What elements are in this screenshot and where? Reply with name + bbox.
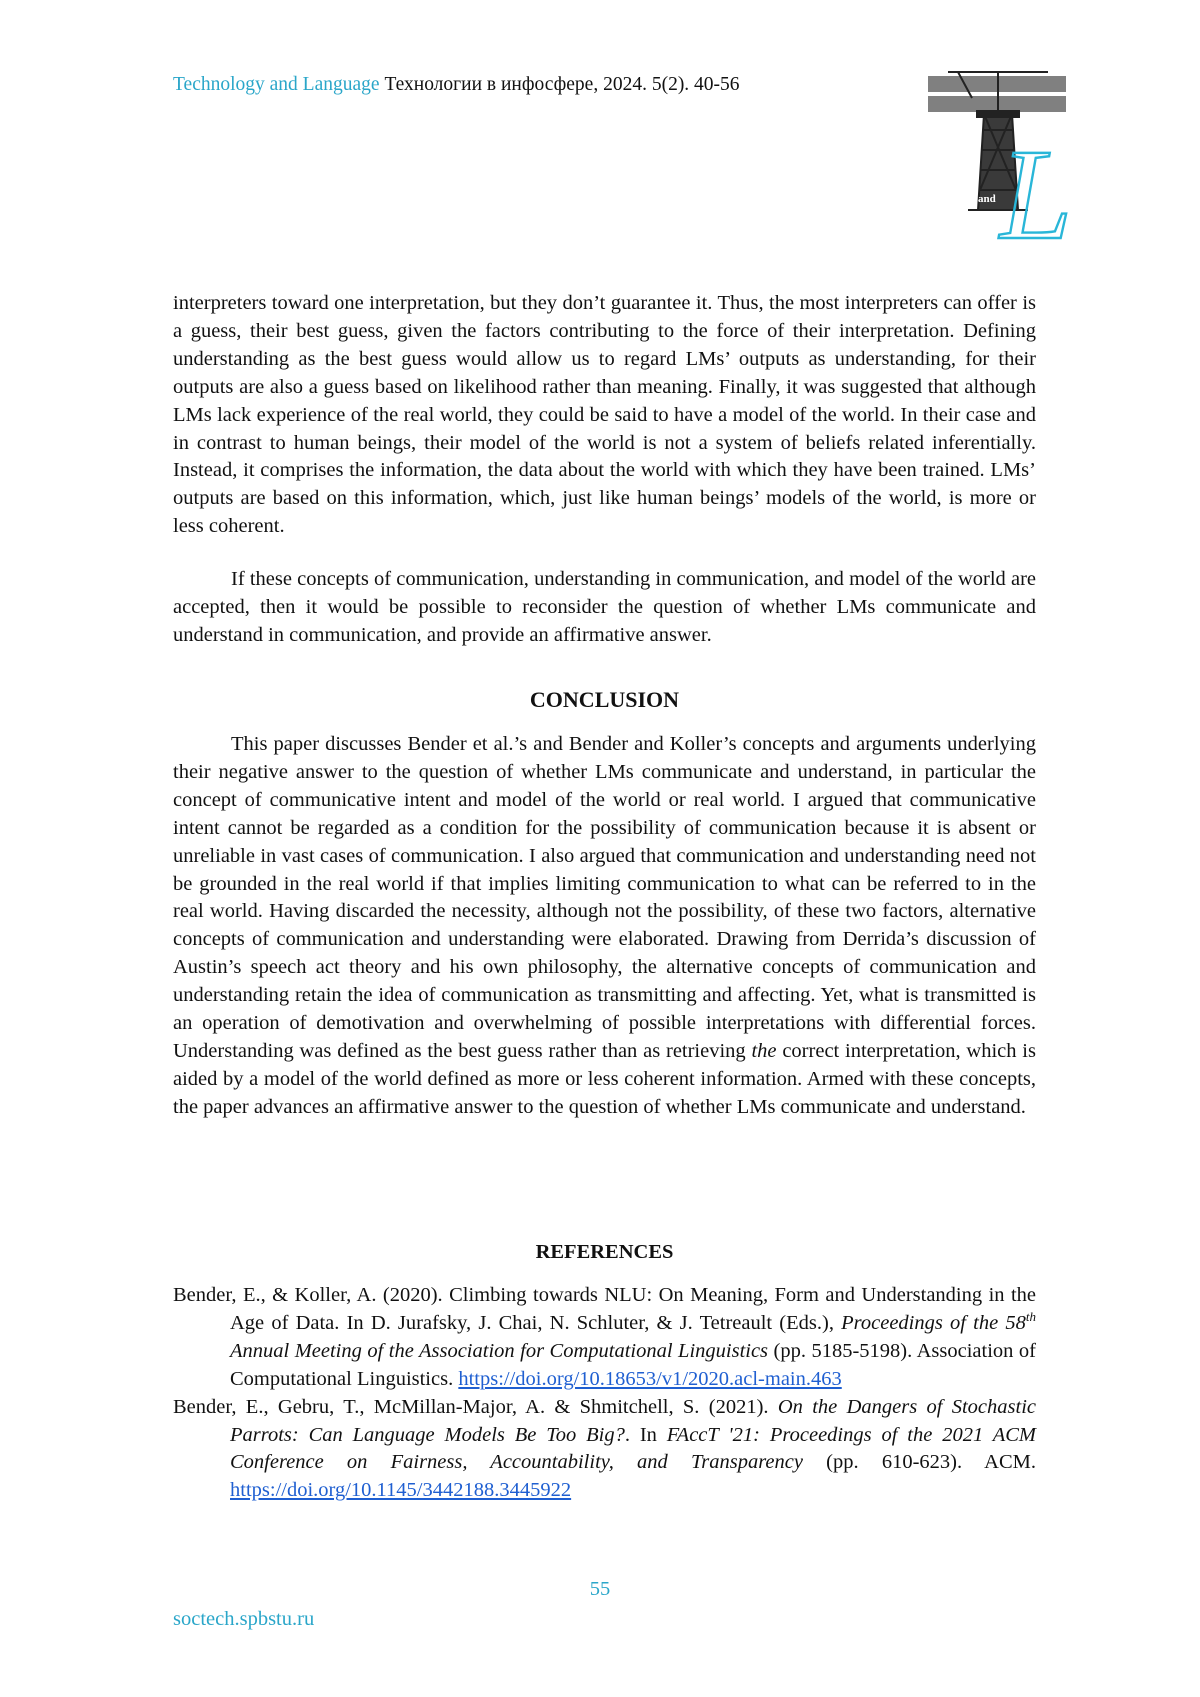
reference-text: Bender, E., Gebru, T., McMillan-Major, A. & Shmitchell, S. (2021).	[173, 1395, 778, 1418]
paragraph-text: If these concepts of communication, understanding in communication, and model of the world are accepted, then it would be possible to reconsider the question of whether LMs communicate and understand in communication, and provide an affirmative answer.	[173, 568, 1036, 646]
doi-link[interactable]: https://doi.org/10.18653/v1/2020.acl-main.463	[458, 1367, 842, 1390]
running-header	[173, 74, 740, 96]
paragraph-continuation	[173, 290, 1036, 541]
journal-citation-ru: Технологии в инфосфере, 2024. 5(2). 40-56	[384, 74, 740, 95]
journal-title-en: Technology and Language	[173, 74, 380, 95]
site-url[interactable]: soctech.spbstu.ru	[173, 1608, 315, 1630]
reference-title: Proceedings of the 58	[841, 1311, 1026, 1334]
conclusion-text-a: This paper discusses Bender et al.’s and Bender and Koller’s concepts and arguments underlying their negative answer to the question of whether LMs communicate and understand, in particular the concept of communicative intent and model of the world or real world. I argued that communicative intent cannot be regarded as a condition for the possibility of communication because it is absent or unreliable in vast cases of communication. I also argued that communication and understanding need not be grounded in the real world if that implies limiting communication to what can be referred to in the real world. Having discarded the necessity, although not the possibility, of these two factors, alternative concepts of communication and understanding were elaborated. Drawing from Derrida’s discussion of Austin’s speech act theory and his own philosophy, the alternative concepts of communication and understanding retain the idea of communication as transmitting and affecting. Yet, what is transmitted is an operation of demotivation and overwhelming of possible interpretations with differential forces. Understanding was defined as the best guess rather than as retrieving	[173, 733, 1036, 1062]
reference-text: (pp. 5185-5198). Association of Computational Linguistics.	[230, 1339, 1036, 1390]
conclusion-text-b: correct interpretation, which is aided by a model of the world defined as more or less coherent information. Armed with these concepts, the paper advances an affirmative answer to the question of whether LMs communicate and understand.	[173, 1039, 1036, 1118]
reference-item	[173, 1394, 1036, 1506]
conclusion-heading: CONCLUSION	[529, 687, 680, 712]
reference-superscript: th	[1025, 1309, 1036, 1325]
paragraph-text	[173, 731, 1036, 1122]
reference-title: On the Dangers of Stochastic Parrots: Can Language Models Be Too Big?	[230, 1395, 1037, 1446]
references-list	[173, 1282, 1036, 1505]
page-number: 55	[589, 1578, 611, 1600]
logo-word: and	[978, 193, 996, 205]
reference-text: (pp. 610-623). ACM.	[802, 1451, 1036, 1474]
reference-item	[173, 1282, 1036, 1394]
logo-letter: L	[1000, 123, 1073, 246]
reference-title: FAccT '21: Proceedings of the 2021 ACM Conference on Fairness, Accountability, and Transparency	[230, 1423, 1036, 1474]
reference-text: . In	[624, 1423, 667, 1446]
reference-text: Bender, E., & Koller, A. (2020). Climbing towards NLU: On Meaning, Form and Understanding in the Age of Data. In D. Jurafsky, J. Chai, N. Schluter, & J. Tetreault (Eds.),	[173, 1284, 1036, 1334]
reference-title: Annual Meeting of the Association for Computational Linguistics	[230, 1339, 769, 1362]
doi-link[interactable]: https://doi.org/10.1145/3442188.3445922	[230, 1479, 572, 1502]
paragraph-text: interpreters toward one interpretation, but they don’t guarantee it. Thus, the most interpreters can offer is a guess, their best guess, given the factors contributing to the force of their interpretation. Defining understanding as the best guess would allow us to regard LMs’ outputs as understanding, for their outputs are also a guess based on likelihood rather than meaning. Finally, it was suggested that although LMs lack experience of the real world, they could be said to have a model of the world. In their case and in contrast to human beings, their model of the world is not a system of beliefs related inferentially. Instead, it comprises the information, the data about the world with which they have been trained. LMs’ outputs are based on this information, which, just like human beings’ models of the world, is more or less coherent.	[173, 292, 1036, 538]
references-heading: REFERENCES	[535, 1241, 674, 1263]
paragraph-if-accepted	[173, 566, 1036, 650]
conclusion-paragraph	[173, 731, 1036, 1122]
conclusion-emphasis: the	[751, 1039, 777, 1062]
journal-logo	[928, 70, 1114, 246]
